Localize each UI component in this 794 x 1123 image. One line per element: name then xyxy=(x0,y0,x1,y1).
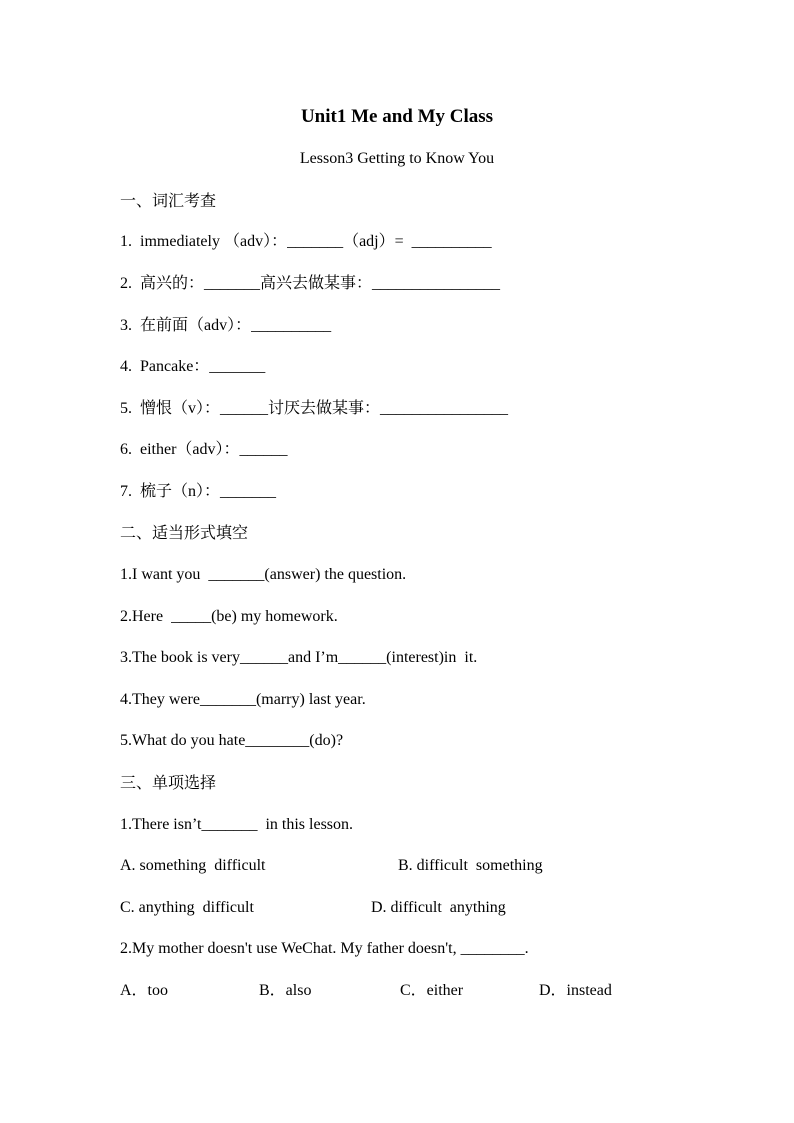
fill-item-4: 4.They were_______(marry) last year. xyxy=(120,691,366,708)
fill-item-1: 1.I want you _______(answer) the question. xyxy=(120,566,407,583)
fill-item-5: 5.What do you hate________(do)? xyxy=(120,732,344,749)
section-heading-multiple-choice: 三、单项选择 xyxy=(120,773,217,792)
vocab-item-4: 4. Pancake：_______ xyxy=(120,358,266,375)
mc-q2-option-a: A．too xyxy=(120,982,169,999)
mc-q2-option-d: D．instead xyxy=(539,982,612,999)
section-heading-vocabulary: 一、词汇考查 xyxy=(120,191,217,210)
mc-q1-option-a: A. something difficult xyxy=(120,857,266,874)
page-subtitle: Lesson3 Getting to Know You xyxy=(299,150,495,167)
vocab-item-3: 3. 在前面（adv）：__________ xyxy=(120,317,332,334)
mc-question-2: 2.My mother doesn't use WeChat. My father doesn't, ________. xyxy=(120,940,529,957)
mc-q2-option-b: B．also xyxy=(259,982,312,999)
fill-item-3: 3.The book is very______and I’m______(interest)in it. xyxy=(120,649,478,666)
page-title: Unit1 Me and My Class xyxy=(300,106,494,127)
mc-question-1: 1.There isn’t_______ in this lesson. xyxy=(120,816,354,833)
vocab-item-6: 6. either（adv）：______ xyxy=(120,441,288,458)
vocab-item-5: 5. 憎恨（v）：______讨厌去做某事：________________ xyxy=(120,400,509,417)
vocab-item-1: 1. immediately （adv）：_______（adj）= __________ xyxy=(120,233,492,250)
mc-q1-option-d: D. difficult anything xyxy=(371,899,506,916)
mc-q2-option-c: C．either xyxy=(400,982,464,999)
vocab-item-7: 7. 梳子（n）：_______ xyxy=(120,483,277,500)
mc-q1-option-c: C. anything difficult xyxy=(120,899,254,916)
fill-item-2: 2.Here _____(be) my homework. xyxy=(120,608,338,625)
section-heading-fill-in: 二、适当形式填空 xyxy=(120,523,249,542)
mc-q1-option-b: B. difficult something xyxy=(398,857,543,874)
vocab-item-2: 2. 高兴的：_______高兴去做某事：________________ xyxy=(120,275,501,292)
